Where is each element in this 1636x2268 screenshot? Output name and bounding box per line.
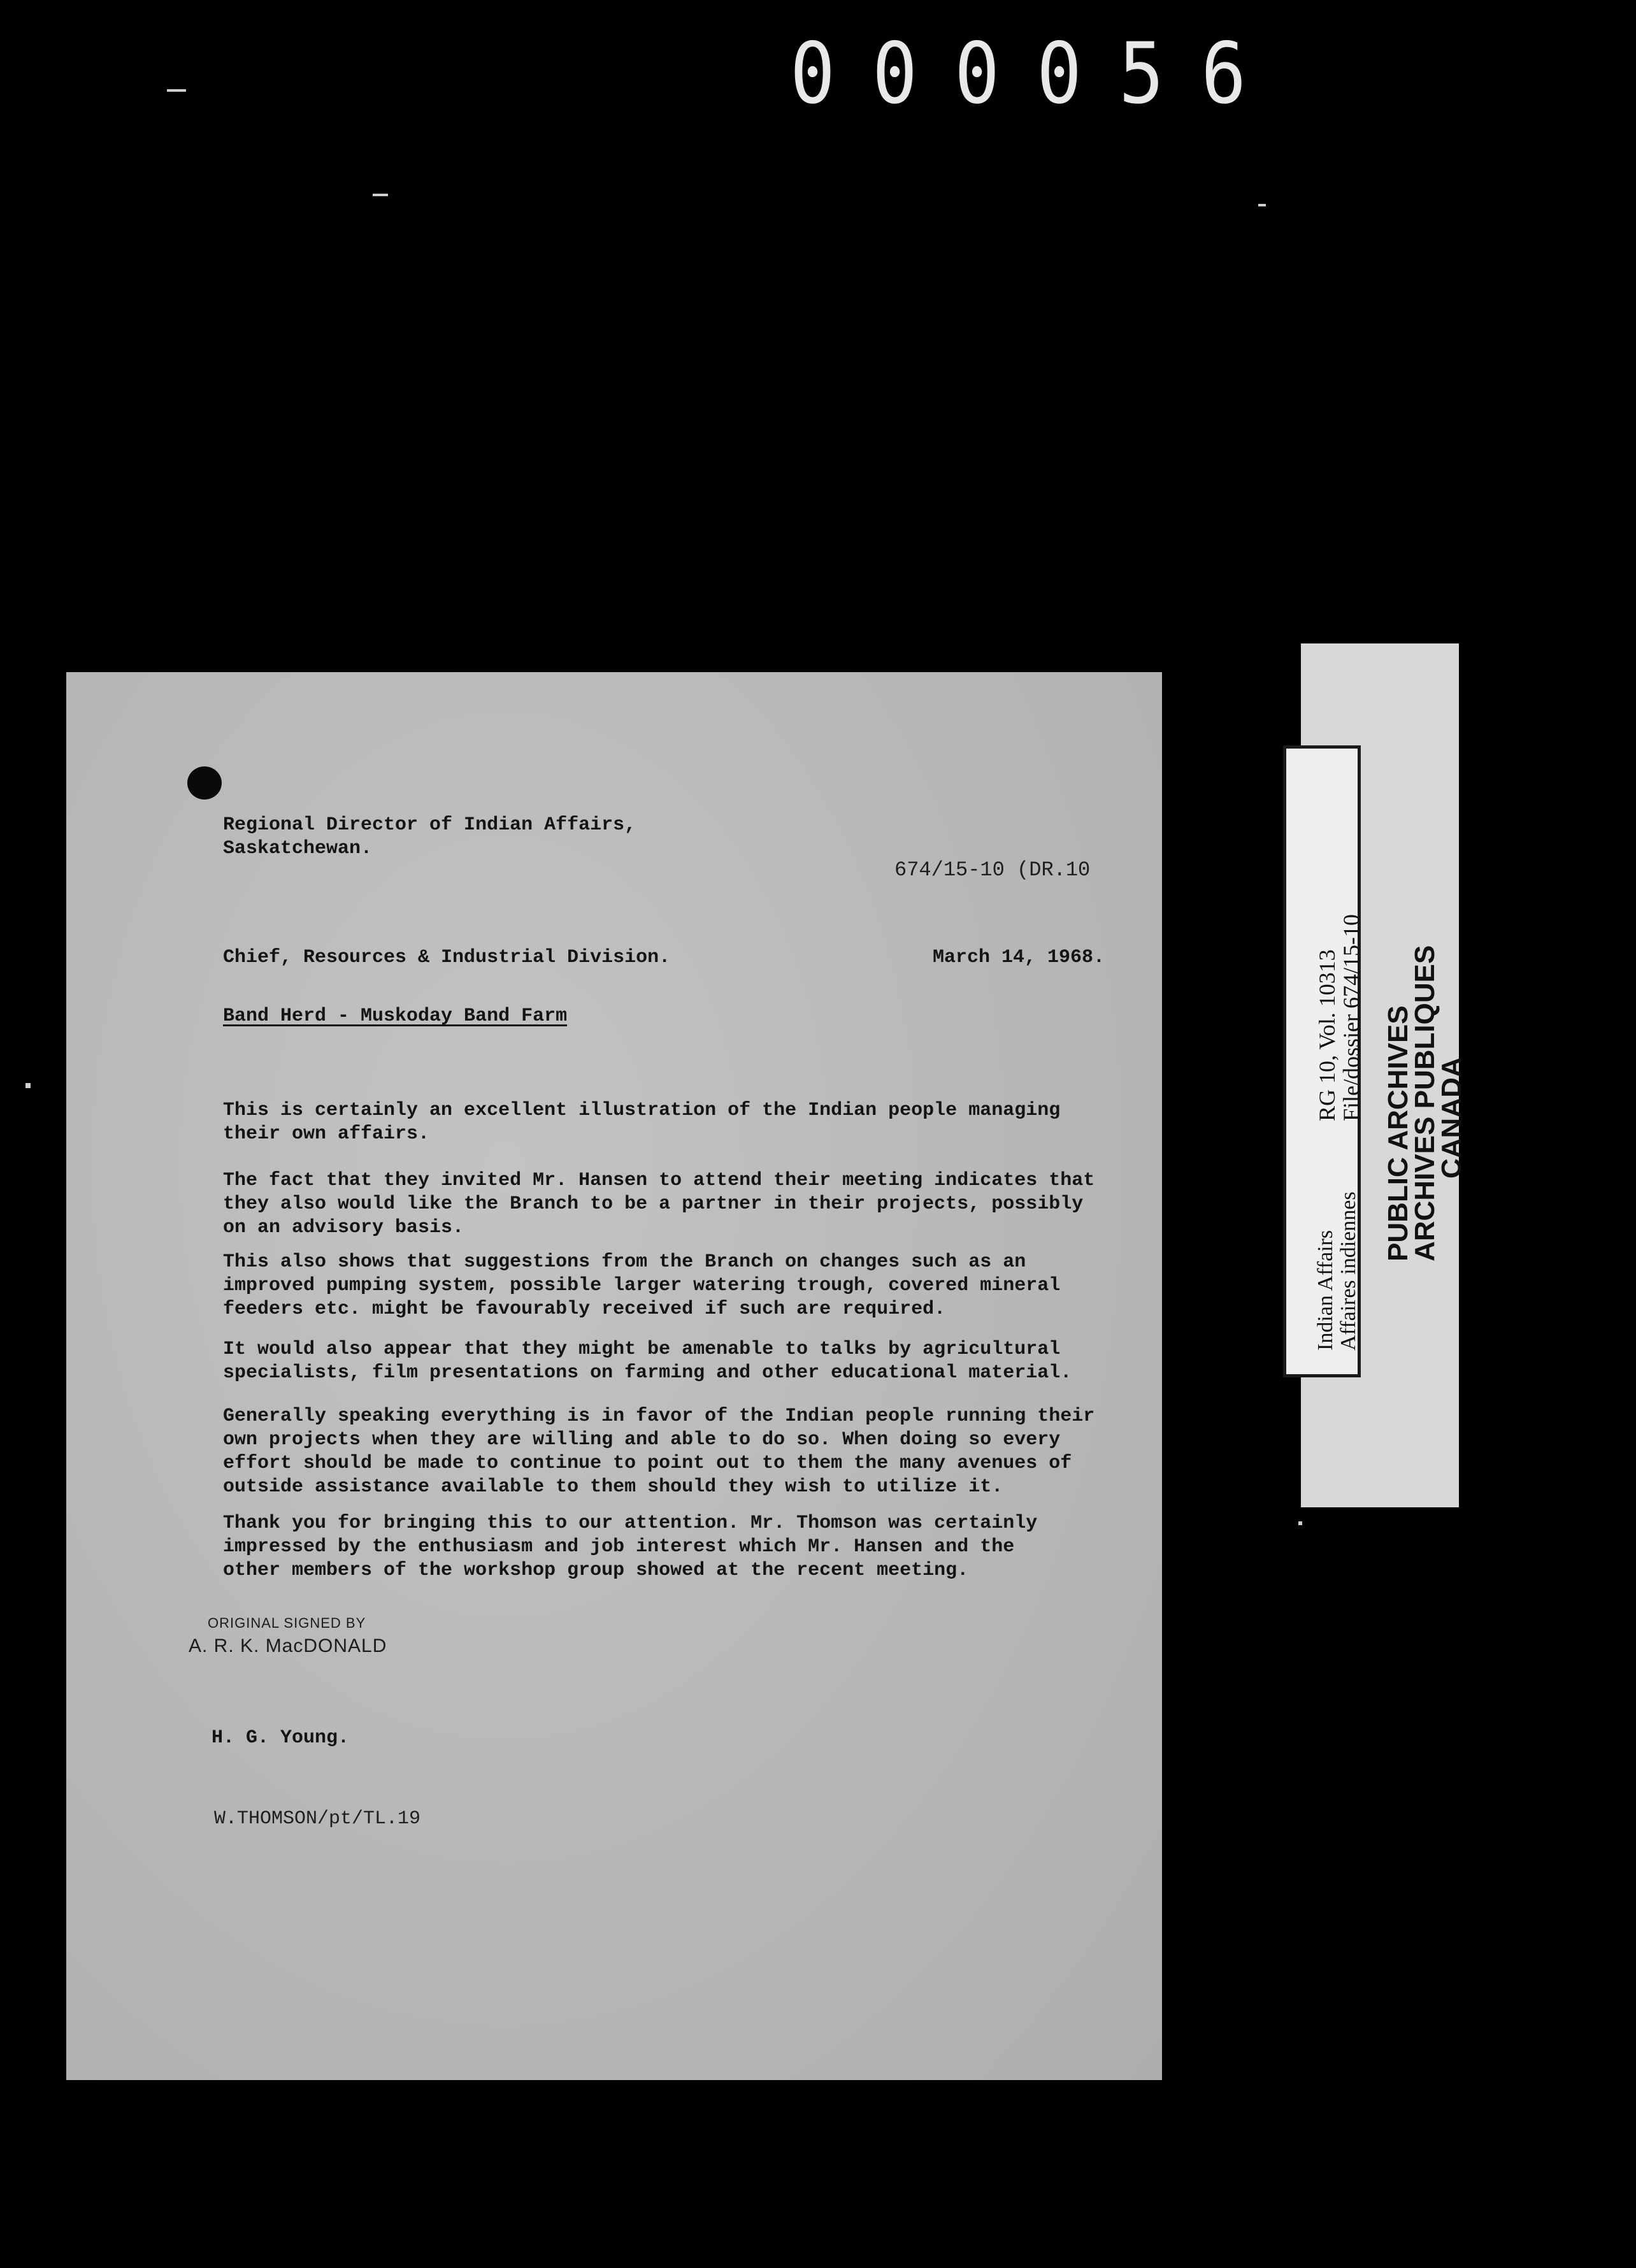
original-signed-stamp: ORIGINAL SIGNED BY [208,1615,366,1631]
letter-date: March 14, 1968. [933,947,1105,968]
reference-initials: W.THOMSON/pt/TL.19 [214,1808,421,1830]
recipient-line-2: Saskatchewan. [223,838,373,859]
archive-dept-en: Indian Affairs [1314,1230,1337,1351]
archive-name-fr: ARCHIVES PUBLIQUES [1409,945,1440,1261]
film-speck [1298,1521,1302,1525]
archive-dept-fr: Affaires indiennes [1337,1191,1360,1351]
film-speck [25,1083,31,1088]
signature-name: H. G. Young. [212,1727,350,1749]
film-speck [167,89,186,92]
archive-country: CANADA [1436,1057,1467,1179]
hole-punch [187,766,222,800]
archive-label-text [1312,784,1467,1370]
signer-stamp: A. R. K. MacDONALD [189,1635,387,1656]
subject-line: Band Herd - Muskoday Band Farm [223,1005,568,1027]
paragraph-2: The fact that they invited Mr. Hansen to attend their meeting indicates that they also would like the Branch to be a partner in their projects, possibly on an advisory basis. [223,1170,1095,1238]
archive-ref-line-2: File/dossier 674/15-10 [1338,914,1364,1121]
paragraph-3: This also shows that suggestions from the Branch on changes such as an improved pumping system, possible larger watering trough, covered mineral feeders etc. might be favourably received if such are required. [223,1251,1061,1320]
paragraph-5: Generally speaking everything is in favor of the Indian people running their own projects when they are willing and able to do so. When doing so every effort should be made to continue to point out to them the many avenues of outside assistance available to them should they wish to utilize it. [223,1405,1095,1498]
archive-name-en: PUBLIC ARCHIVES [1382,1005,1414,1261]
letter-page [66,672,1162,2080]
film-speck [1258,204,1266,206]
recipient-line-1: Regional Director of Indian Affairs, [223,814,636,836]
file-reference: 674/15-10 (DR.10 [894,858,1091,882]
sender: Chief, Resources & Industrial Division. [223,947,671,968]
frame-number: 000056 [790,24,1284,123]
film-speck [373,194,388,196]
paragraph-4: It would also appear that they might be amenable to talks by agricultural specialists, film presentations on farming and other educational material. [223,1339,1072,1384]
paragraph-6: Thank you for bringing this to our attention. Mr. Thomson was certainly impressed by the enthusiasm and job interest which Mr. Hansen and the other members of the workshop group showed at the recent meeting. [223,1512,1038,1581]
paragraph-1: This is certainly an excellent illustration of the Indian people managing their own affairs. [223,1100,1061,1145]
archive-ref-line-1: RG 10, Vol. 10313 [1314,949,1340,1121]
